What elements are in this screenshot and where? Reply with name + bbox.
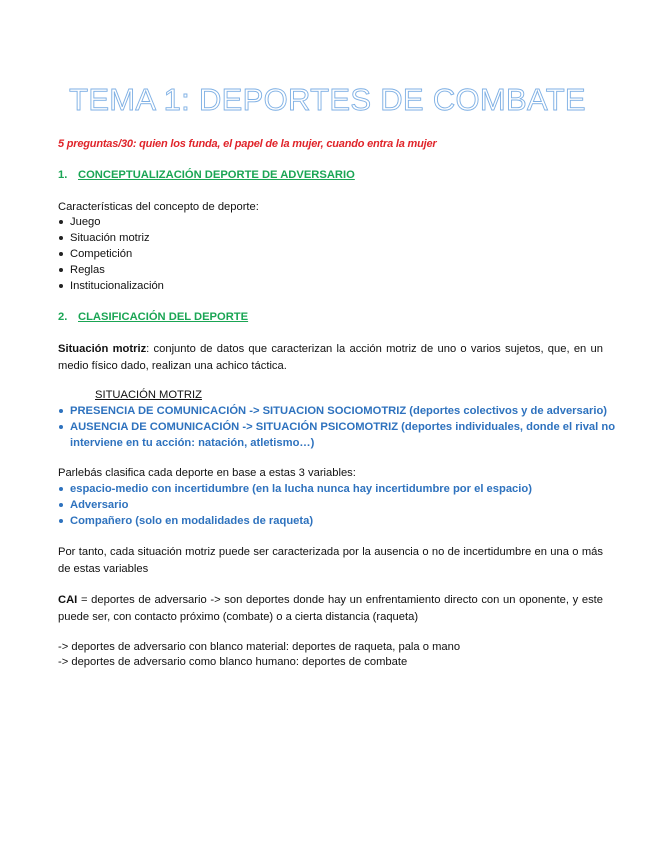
subtitle-note: 5 preguntas/30: quien los funda, el papel de la mujer, cuando entra la mujer — [58, 138, 437, 150]
list-item — [58, 513, 532, 529]
motriz-text: -> SITUACIÓN PSICOMOTRIZ (deportes individuales, donde el rival no — [239, 421, 616, 433]
variables-list — [58, 481, 532, 529]
arrow-line: -> deportes de adversario con blanco material: deportes de raqueta, pala o mano — [58, 641, 461, 653]
list-item — [58, 403, 607, 419]
list-item: Situación motriz — [58, 230, 164, 246]
list-item-continuation — [58, 435, 603, 451]
variable-mid: con — [148, 483, 175, 495]
situacion-definition — [58, 341, 603, 375]
cai-term: CAI — [58, 594, 78, 606]
section1-number: 1. — [58, 169, 68, 181]
section2-number: 2. — [58, 311, 68, 323]
list-item — [58, 497, 532, 513]
parlebas-intro: Parlebás clasifica cada deporte en base a estas 3 variables: — [58, 467, 356, 479]
arrow-line: -> deportes de adversario como blanco humano: deportes de combate — [58, 656, 408, 668]
situacion-term: Situación motriz — [58, 343, 147, 355]
motriz-term: AUSENCIA DE COMUNICACIÓN — [70, 421, 240, 433]
list-item: Institucionalización — [58, 278, 164, 294]
section2-heading — [58, 310, 248, 325]
variable-term: Compañero — [70, 515, 133, 527]
list-item: Reglas — [58, 262, 164, 278]
variable-term: Adversario — [70, 499, 129, 511]
page-title: TEMA 1: DEPORTES DE COMBATE — [69, 82, 586, 117]
cai-text: = deportes de adversario -> son deportes donde hay un enfrentamiento directo con un oponente, y este puede ser, con contacto próximo (combate) o a cierta distancia (raqueta) — [58, 594, 603, 623]
variable-text: (solo en modalidades de raqueta) — [132, 515, 314, 527]
variable-term: espacio-medio — [70, 483, 149, 495]
features-list — [58, 214, 164, 294]
cai-paragraph — [58, 592, 603, 626]
list-item — [58, 419, 616, 435]
list-item: Juego — [58, 214, 164, 230]
situacion-motriz-heading: SITUACIÓN MOTRIZ — [95, 389, 202, 401]
section1-intro: Características del concepto de deporte: — [58, 201, 259, 213]
por-tanto-paragraph: Por tanto, cada situación motriz puede ser caracterizada por la ausencia o no de incertidumbre en una o más de estas variables — [58, 546, 603, 575]
motriz-text: -> SITUACION SOCIOMOTRIZ (deportes colectivos y de adversario) — [246, 405, 607, 417]
section1-heading — [58, 168, 355, 183]
list-item — [58, 481, 532, 497]
motriz-text: interviene en tu acción: natación, atletismo…) — [70, 437, 315, 449]
variable-term: incertidumbre — [174, 483, 250, 495]
section2-title: CLASIFICACIÓN DEL DEPORTE — [78, 311, 249, 323]
section1-title: CONCEPTUALIZACIÓN DEPORTE DE ADVERSARIO — [78, 169, 355, 181]
situacion-def: : conjunto de datos que caracterizan la acción motriz de uno o varios sujetos, que, en un medio físico dado, realizan una achico táctica. — [58, 343, 603, 372]
motriz-list — [58, 403, 616, 451]
variable-text: (en la lucha nunca hay incertidumbre por el espacio) — [249, 483, 532, 495]
list-item: Competición — [58, 246, 164, 262]
motriz-term: PRESENCIA DE COMUNICACIÓN — [70, 405, 247, 417]
